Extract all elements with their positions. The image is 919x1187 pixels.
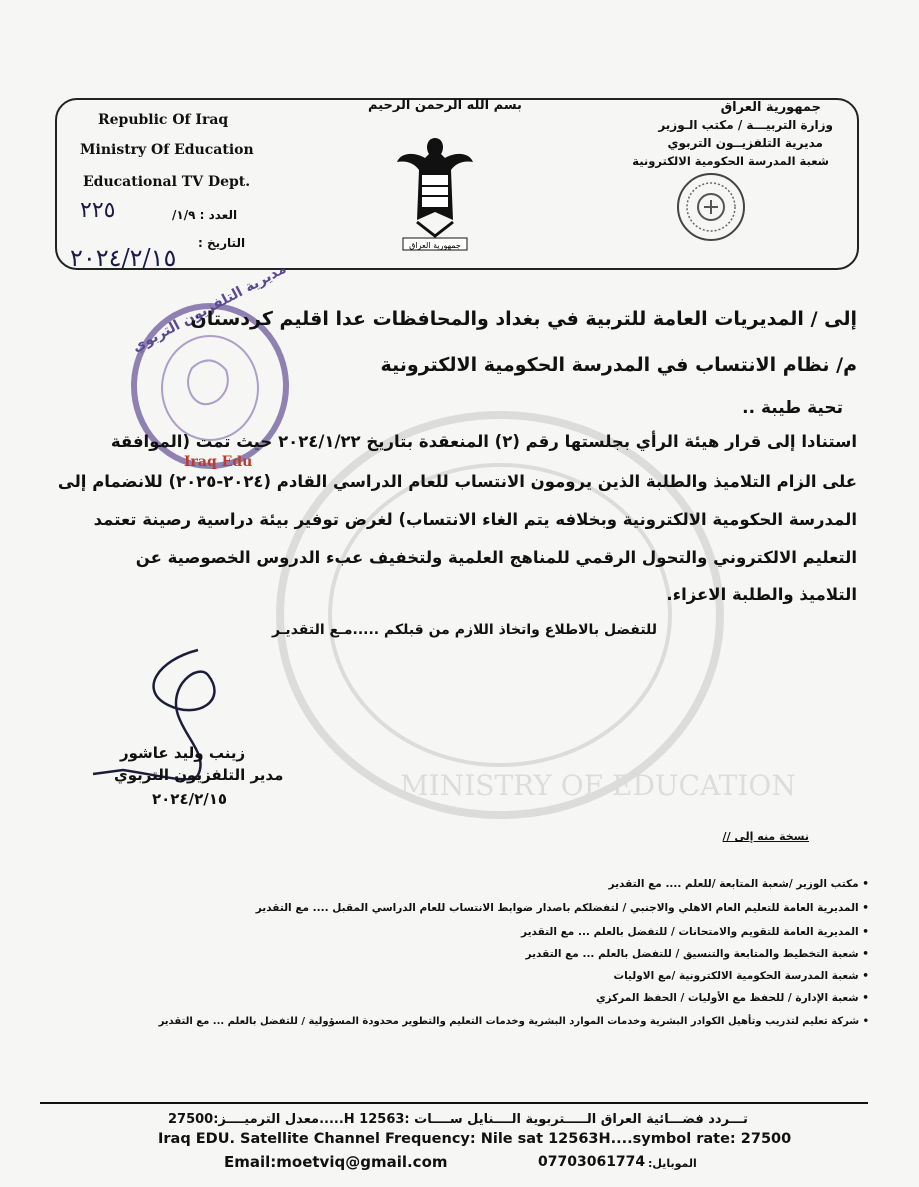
signature-date: ٢٠٢٤/٢/١٥ — [152, 790, 228, 808]
header-ar-ministry: وزارة التربيـــة / مكتب الـوزير — [658, 118, 833, 132]
footer-ar-frequency: تـــردد فضـــائية العراق الـــــتربوية الــــنايل ســــات :H 12563.....معدل الترميــــز:27500 — [168, 1112, 748, 1127]
header-en-country: Republic Of Iraq — [98, 112, 229, 128]
body-line-1: استنادا إلى قرار هيئة الرأي بجلستها رقم (٢) المنعقدة بتاريخ ٢٠٢٤/١/٢٢ حيث تمت (الموافقة — [110, 432, 857, 451]
date-value: ٢٠٢٤/٢/١٥ — [70, 244, 177, 272]
body-line-3: المدرسة الحكومية الالكترونية وبخلافه يتم الغاء الانتساب) لغرض توفير بيئة دراسية رصينة تعتمد — [93, 510, 857, 529]
footer-mobile: 07703061774 — [538, 1154, 646, 1170]
copy-item: • المديرية العامة للتقويم والامتحانات / للتفضل بالعلم ... مع التقدير — [521, 926, 869, 938]
footer-mobile-label: الموبايل: — [648, 1157, 697, 1170]
reference-number-label: العدد : ١/٩/ — [172, 208, 238, 222]
body-line-5: التلاميذ والطلبة الاعزاء. — [666, 585, 857, 604]
copies-header: نسخة منه إلى // — [722, 830, 809, 843]
footer-email: Email:moetviq@gmail.com — [224, 1153, 448, 1171]
footer-divider — [40, 1102, 868, 1104]
reference-number-value: ٢٢٥ — [80, 198, 116, 223]
signatory-name: زينب وليد عاشور — [120, 744, 246, 762]
date-label: التاريخ : — [198, 236, 246, 250]
closing-line: للتفضل بالاطلاع واتخاذ اللازم من قبلكم .....مـع التقديـر — [271, 622, 657, 638]
header-ar-country: جمهورية العراق — [720, 100, 821, 115]
basmala: بسم الله الرحمن الرحيم — [368, 98, 522, 113]
stamp-text: مديرية التلفزيون التربوي — [129, 260, 290, 356]
footer-en-frequency: Iraq EDU. Satellite Channel Frequency: Nile sat 12563H....symbol rate: 27500 — [158, 1131, 792, 1147]
copy-item: • شعبة الإدارة / للحفظ مع الأوليات / الحفظ المركزي — [595, 992, 869, 1004]
watermark-text: MINISTRY OF EDUCATION — [400, 769, 796, 802]
subject-line: م/ نظام الانتساب في المدرسة الحكومية الالكترونية — [380, 354, 857, 376]
header-ar-division: شعبة المدرسة الحكومية الالكترونية — [632, 154, 829, 168]
body-line-2: على الزام التلاميذ والطلبة الذين يرومون الانتساب للعام الدراسي القادم (٢٠٢٤-٢٠٢٥) للانضمام إلى — [57, 472, 857, 491]
greeting: تحية طيبة .. — [742, 398, 843, 418]
header-en-dept: Educational TV Dept. — [83, 174, 251, 190]
header-en-ministry: Ministry Of Education — [80, 142, 254, 158]
signatory-title: مدير التلفزيون التربوي — [114, 766, 284, 784]
copy-item: • شركة تعليم لتدريب وتأهيل الكوادر البشرية وخدمات الموارد البشرية وخدمات التعليم والتطوير محدودة المسؤولية / للتفضل بالعلم ... مع التقدير — [158, 1016, 869, 1027]
copy-item: • شعبة التخطيط والمتابعة والتنسيق / للتفضل بالعلم ... مع التقدير — [525, 948, 869, 960]
emblem-label: جمهورية العراق — [409, 241, 461, 250]
official-round-seal-icon — [676, 172, 746, 242]
copy-item: • مكتب الوزير /شعبة المتابعة /للعلم .... مع التقدير — [608, 878, 869, 890]
copy-item: • شعبة المدرسة الحكومية الالكترونية /مع الاوليات — [613, 970, 869, 982]
iraq-eagle-emblem-icon — [395, 130, 475, 255]
addressee-line: إلى / المديريات العامة للتربية في بغداد والمحافظات عدا اقليم كردستان — [190, 308, 857, 330]
body-line-4: التعليم الالكتروني والتحول الرقمي للمناهج العلمية ولتخفيف عبء الدروس الخصوصية عن — [135, 548, 857, 567]
header-ar-directorate: مديرية التلفزيــون التربوي — [667, 136, 823, 150]
stamp-en-text: Iraq Edu — [184, 454, 253, 470]
copy-item: • المديرية العامة للتعليم العام الاهلي والاجنبي / لتفضلكم باصدار ضوابط الانتساب للعام الدراسي المقبل .... مع التقدير — [255, 902, 869, 914]
